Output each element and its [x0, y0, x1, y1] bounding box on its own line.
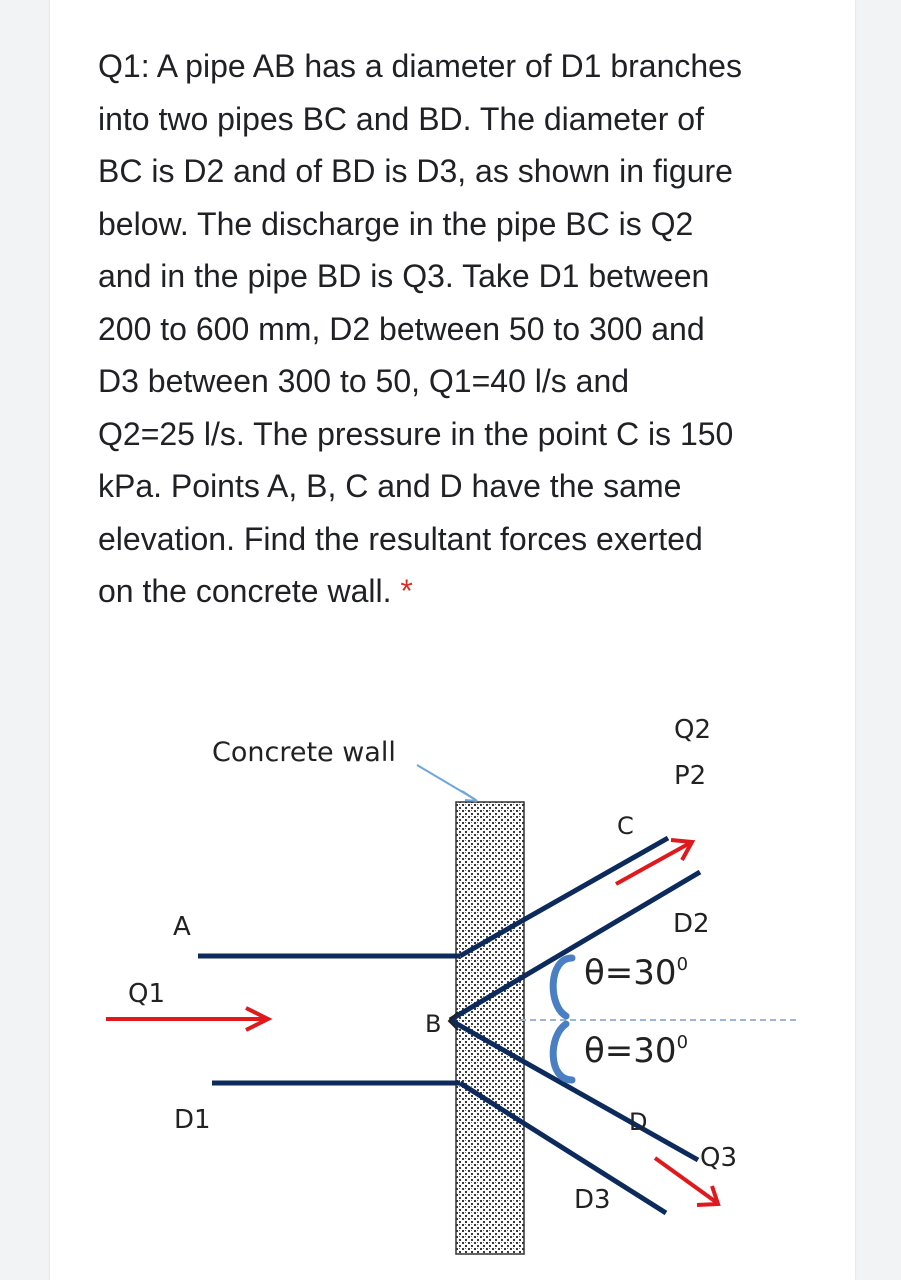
angle-label-lower	[584, 1031, 688, 1071]
degree-mark-lower: 0	[676, 1032, 689, 1053]
angle-brace-upper	[553, 958, 572, 1016]
angle-value-lower: θ=30	[584, 1031, 677, 1071]
label-d3: D3	[574, 1185, 611, 1215]
question-line: on the concrete wall.	[98, 573, 392, 609]
concrete-wall-label: Concrete wall	[212, 737, 396, 768]
label-b: B	[425, 1010, 442, 1038]
label-d: D	[629, 1108, 648, 1136]
question-line: Q1: A pipe AB has a diameter of D1 branches	[98, 48, 742, 84]
question-line: below. The discharge in the pipe BC is Q2	[98, 205, 694, 242]
question-line: elevation. Find the resultant forces exerted	[98, 520, 703, 557]
label-q2: Q2	[674, 715, 712, 745]
wall-leader-arrow	[417, 765, 477, 801]
question-line: BC is D2 and of BD is D3, as shown in figure	[98, 153, 733, 189]
label-d1: D1	[174, 1105, 211, 1135]
question-line: 200 to 600 mm, D2 between 50 to 300 and	[98, 310, 705, 347]
flow-arrow-q1	[106, 1008, 268, 1030]
question-line: into two pipes BC and BD. The diameter of	[98, 100, 704, 137]
question-line: and in the pipe BD is Q3. Take D1 between	[98, 258, 710, 294]
angle-value-upper: θ=30	[584, 953, 677, 993]
label-a: A	[173, 912, 191, 942]
question-line: kPa. Points A, B, C and D have the same	[98, 468, 682, 504]
label-c: C	[617, 812, 634, 840]
angle-label-upper	[584, 953, 688, 993]
label-p2: P2	[674, 761, 707, 791]
label-q3: Q3	[700, 1143, 738, 1173]
question-line: Q2=25 l/s. The pressure in the point C is 150	[98, 415, 734, 452]
label-q1: Q1	[128, 979, 166, 1009]
angle-brace-lower	[553, 1024, 572, 1080]
degree-mark-upper: 0	[676, 954, 689, 975]
question-line: D3 between 300 to 50, Q1=40 l/s and	[98, 363, 630, 399]
required-marker: *	[400, 573, 413, 609]
label-d2: D2	[673, 909, 710, 939]
